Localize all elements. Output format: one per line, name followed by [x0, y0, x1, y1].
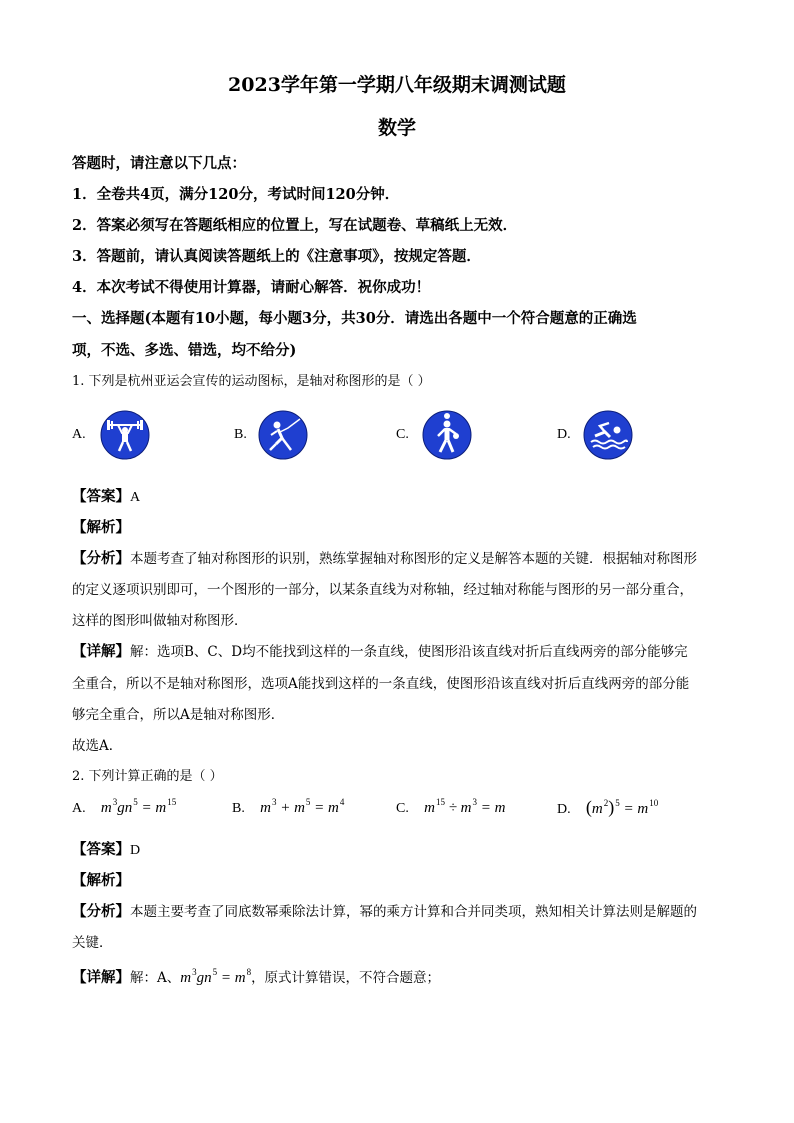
- explanation-tag: 【解析】: [72, 519, 130, 536]
- swimming-icon: [583, 410, 633, 460]
- instruction-item: 3．答题前，请认真阅读答题纸上的《注意事项》，按规定答题．: [72, 248, 481, 265]
- question-1-stem: 1. 下列是杭州亚运会宣传的运动图标，是轴对称图形的是（ ）: [72, 374, 431, 389]
- detail-line: 【详解】解：A、$m^3gn^5 = m^8$，原式计算错误，不符合题意；: [72, 967, 441, 986]
- math-expression: $m^{15} \div m^3 = m$: [424, 797, 506, 816]
- exam-title: 2023学年第一学期八年级期末调测试题: [228, 74, 566, 96]
- analysis-text: 关键．: [72, 935, 113, 951]
- math-expression: $m^3 + m^5 = m^4$: [260, 797, 345, 816]
- math-expression: $m^3gn^5 = m^{15}$: [100, 797, 177, 816]
- detail-text: 全重合，所以不是轴对称图形，选项A能找到这样的一条直线，使图形沿该直线对折后直线两旁的部分能: [72, 676, 690, 692]
- q1-option-d-label: D.: [557, 427, 571, 442]
- answer-value: D: [130, 843, 141, 858]
- conclusion-text: 故选A．: [72, 738, 123, 754]
- instructions-intro: 答题时，请注意以下几点：: [72, 155, 246, 172]
- instruction-item: 2．答案必须写在答题纸相应的位置上，写在试题卷、草稿纸上无效．: [72, 217, 518, 234]
- math-expression: $(m^2)^5 = m^{10}$: [585, 797, 659, 817]
- detail-text: 够完全重合，所以A是轴对称图形．: [72, 707, 285, 723]
- basketball-icon: [422, 410, 472, 460]
- weightlifting-icon: [100, 410, 150, 460]
- section-heading: 一、选择题(本题有10小题，每小题3分，共30分．请选出各题中一个符合题意的正确选: [72, 310, 637, 327]
- question-2-stem: 2. 下列计算正确的是（ ）: [72, 769, 223, 784]
- answer-tag: 【答案】: [72, 841, 130, 858]
- q1-option-b-label: B.: [234, 427, 247, 442]
- math-expression: $m^3gn^5 = m^8$: [180, 967, 252, 986]
- fencing-icon: [258, 410, 308, 460]
- q2-option-a: A. $m^3gn^5 = m^{15}$: [72, 797, 177, 816]
- instruction-item: 4．本次考试不得使用计算器，请耐心解答．祝你成功！: [72, 279, 431, 296]
- analysis-tag: 【分析】: [72, 550, 130, 567]
- answer-value: A: [130, 490, 141, 505]
- answer-tag: 【答案】: [72, 488, 130, 505]
- detail-text: 解：选项B、C、D均不能找到这样的一条直线，使图形沿该直线对折后直线两旁的部分能够完: [130, 644, 688, 660]
- q2-option-b: B. $m^3 + m^5 = m^4$: [232, 797, 345, 816]
- subject-title: 数学: [377, 117, 416, 139]
- analysis-text: 本题主要考查了同底数幂乘除法计算，幂的乘方计算和合并同类项，熟知相关计算法则是解题的: [130, 904, 697, 920]
- q2-option-c: C. $m^{15} \div m^3 = m$: [396, 797, 506, 816]
- analysis-tag: 【分析】: [72, 903, 130, 920]
- q1-option-a-label: A.: [72, 427, 86, 442]
- section-heading-cont: 项，不选、多选、错选，均不给分): [72, 342, 297, 359]
- instruction-item: 1．全卷共4页，满分120分，考试时间120分钟．: [72, 186, 400, 203]
- detail-tag: 【详解】: [72, 643, 130, 660]
- analysis-text: 这样的图形叫做轴对称图形．: [72, 613, 248, 629]
- analysis-text: 的定义逐项识别即可，一个图形的一部分，以某条直线为对称轴，经过轴对称能与图形的另一部分重合，: [72, 582, 693, 598]
- detail-tag: 【详解】: [72, 969, 130, 986]
- explanation-tag: 【解析】: [72, 872, 130, 889]
- analysis-text: 本题考查了轴对称图形的识别，熟练掌握轴对称图形的定义是解答本题的关键．根据轴对称图形: [130, 551, 697, 567]
- q1-option-c-label: C.: [396, 427, 409, 442]
- q2-option-d: D. $(m^2)^5 = m^{10}$: [557, 797, 659, 817]
